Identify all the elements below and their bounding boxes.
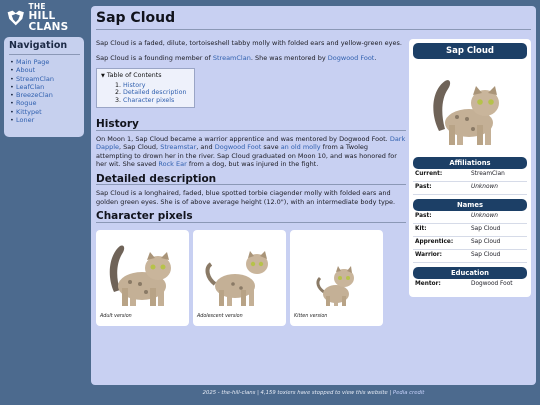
infobox-names-header: Names <box>413 199 527 211</box>
intro-paragraph-1: Sap Cloud is a faded, dilute, tortoiseshell tabby molly with folded ears and yellow-green eyes. <box>96 39 402 47</box>
infobox-key: Current: <box>415 171 443 177</box>
nav-item-about[interactable]: • About <box>9 66 80 74</box>
infobox-value: Sap Cloud <box>471 239 501 245</box>
toc-list <box>101 82 186 105</box>
triangle-down-icon: ▼ <box>101 73 105 79</box>
history-text: , and <box>196 143 215 152</box>
logo-line1: THE <box>28 2 46 11</box>
infobox-name: Sap Cloud <box>413 43 527 59</box>
adolescent-cat-image <box>197 234 282 312</box>
nav-item-loner[interactable]: • Loner <box>9 116 80 124</box>
pixel-card-adolescent[interactable] <box>193 230 286 326</box>
infobox-image[interactable] <box>413 61 527 153</box>
intro-paragraph-2 <box>96 54 406 63</box>
paw-logo-icon <box>6 7 26 29</box>
link-streamclan[interactable]: StreamClan <box>212 53 251 62</box>
infobox-row-warrior <box>413 250 527 263</box>
toc-link-history[interactable]: History <box>123 81 146 89</box>
link-streamstar[interactable]: Streamstar <box>160 143 197 152</box>
infobox-key: Mentor: <box>415 281 441 287</box>
pixel-caption: Adolescent version <box>197 314 243 320</box>
infobox-row-mentor <box>413 279 527 291</box>
sidebar-navigation <box>4 37 84 137</box>
toc-item <box>115 89 186 97</box>
history-paragraph <box>96 135 406 169</box>
toc-link-description[interactable]: Detailed description <box>123 89 187 97</box>
footer-credit-link[interactable]: Pedia credit <box>392 390 425 396</box>
nav-item-rogue[interactable]: • Rogue <box>9 99 80 107</box>
toc-title: Table of Contents <box>106 72 162 79</box>
infobox-row-current <box>413 169 527 182</box>
history-text: save <box>261 143 281 152</box>
kitten-cat-image <box>294 234 379 312</box>
infobox-value: Sap Cloud <box>471 252 501 258</box>
nav-item-main-page[interactable]: • Main Page <box>9 58 80 66</box>
infobox-key: Kit: <box>415 226 427 232</box>
link-current-clan[interactable]: StreamClan <box>471 171 505 177</box>
site-logo[interactable] <box>6 2 86 33</box>
history-text: , Sap Cloud, <box>119 143 161 152</box>
history-text: On Moon 1, Sap Cloud became a warrior apprentice and was mentored by Dogwood Foot. <box>96 134 390 143</box>
adult-cat-image <box>100 234 185 312</box>
logo-line2: HILL CLANS <box>28 10 69 33</box>
toc-number: 3. <box>115 96 122 104</box>
link-dogwood-foot[interactable]: Dogwood Foot <box>214 143 262 152</box>
nav-title: Navigation <box>9 40 68 51</box>
character-pixels-gallery <box>96 230 406 326</box>
description-paragraph: Sap Cloud is a longhaired, faded, blue spotted torbie ciagender molly with folded ears and golden green eyes. She is of above average height (12.0"), with an intermediate body type. <box>96 189 396 206</box>
history-heading: History <box>96 120 406 131</box>
infobox-row-past-affiliation <box>413 182 527 195</box>
intro-text: Sap Cloud is a founding member of <box>96 53 213 62</box>
infobox-affiliations-header: Affiliations <box>413 157 527 169</box>
infobox-key: Apprentice: <box>415 239 454 245</box>
pixel-card-kitten[interactable] <box>290 230 383 326</box>
infobox-key: Past: <box>415 213 432 219</box>
pixel-caption: Adult version <box>100 314 132 320</box>
toc-number: 2. <box>115 89 122 97</box>
pixels-heading: Character pixels <box>96 212 406 223</box>
infobox-value: Unknown <box>471 184 498 190</box>
history-text: from a Twoleg attempting to drown her in the river. Sap Cloud graduated on Moon 10, and was honored for her wit. She saved <box>96 143 397 169</box>
pixel-card-adult[interactable] <box>96 230 189 326</box>
infobox-value: Unknown <box>471 213 498 219</box>
character-portrait-image <box>425 61 515 151</box>
nav-list <box>9 54 80 124</box>
toc-item <box>115 82 186 90</box>
infobox-row-kit <box>413 224 527 237</box>
character-infobox <box>409 39 531 297</box>
infobox-key: Warrior: <box>415 252 442 258</box>
link-dogwood-foot[interactable]: Dogwood Foot <box>327 53 375 62</box>
table-of-contents <box>96 68 195 108</box>
infobox-row-past-name <box>413 211 527 224</box>
pixel-caption: Kitten version <box>294 314 328 320</box>
link-old-molly[interactable]: an old molly <box>280 143 321 152</box>
link-dark-dapple[interactable]: Dark Dapple <box>96 134 406 152</box>
page-footer <box>91 390 536 396</box>
nav-item-streamclan[interactable]: • StreamClan <box>9 75 80 83</box>
toc-link-pixels[interactable]: Character pixels <box>123 96 175 104</box>
nav-item-leafclan[interactable]: • LeafClan <box>9 83 80 91</box>
infobox-row-apprentice <box>413 237 527 250</box>
infobox-education-header: Education <box>413 267 527 279</box>
intro-text: . She was mentored by <box>250 53 328 62</box>
description-heading: Detailed description <box>96 175 406 186</box>
nav-item-breezeclan[interactable]: • BreezeClan <box>9 91 80 99</box>
toc-item <box>115 97 186 105</box>
link-mentor[interactable]: Dogwood Foot <box>471 281 513 287</box>
infobox-value: Sap Cloud <box>471 226 501 232</box>
article-body <box>96 39 406 326</box>
toc-number: 1. <box>115 81 122 89</box>
main-content <box>91 6 536 385</box>
toc-toggle[interactable] <box>101 72 186 81</box>
infobox-key: Past: <box>415 184 432 190</box>
intro-text: . <box>374 53 377 62</box>
page-title: Sap Cloud <box>96 10 531 30</box>
link-rock-ear[interactable]: Rock Ear <box>158 160 187 169</box>
footer-text: 2025 - the-hill-clans | 4,159 toxiers have stopped to view this website | <box>202 390 393 396</box>
nav-item-kittypet[interactable]: • Kittypet <box>9 108 80 116</box>
site-logo-text <box>29 3 86 33</box>
history-text: from a dog, but was injured in the fight. <box>186 160 319 169</box>
